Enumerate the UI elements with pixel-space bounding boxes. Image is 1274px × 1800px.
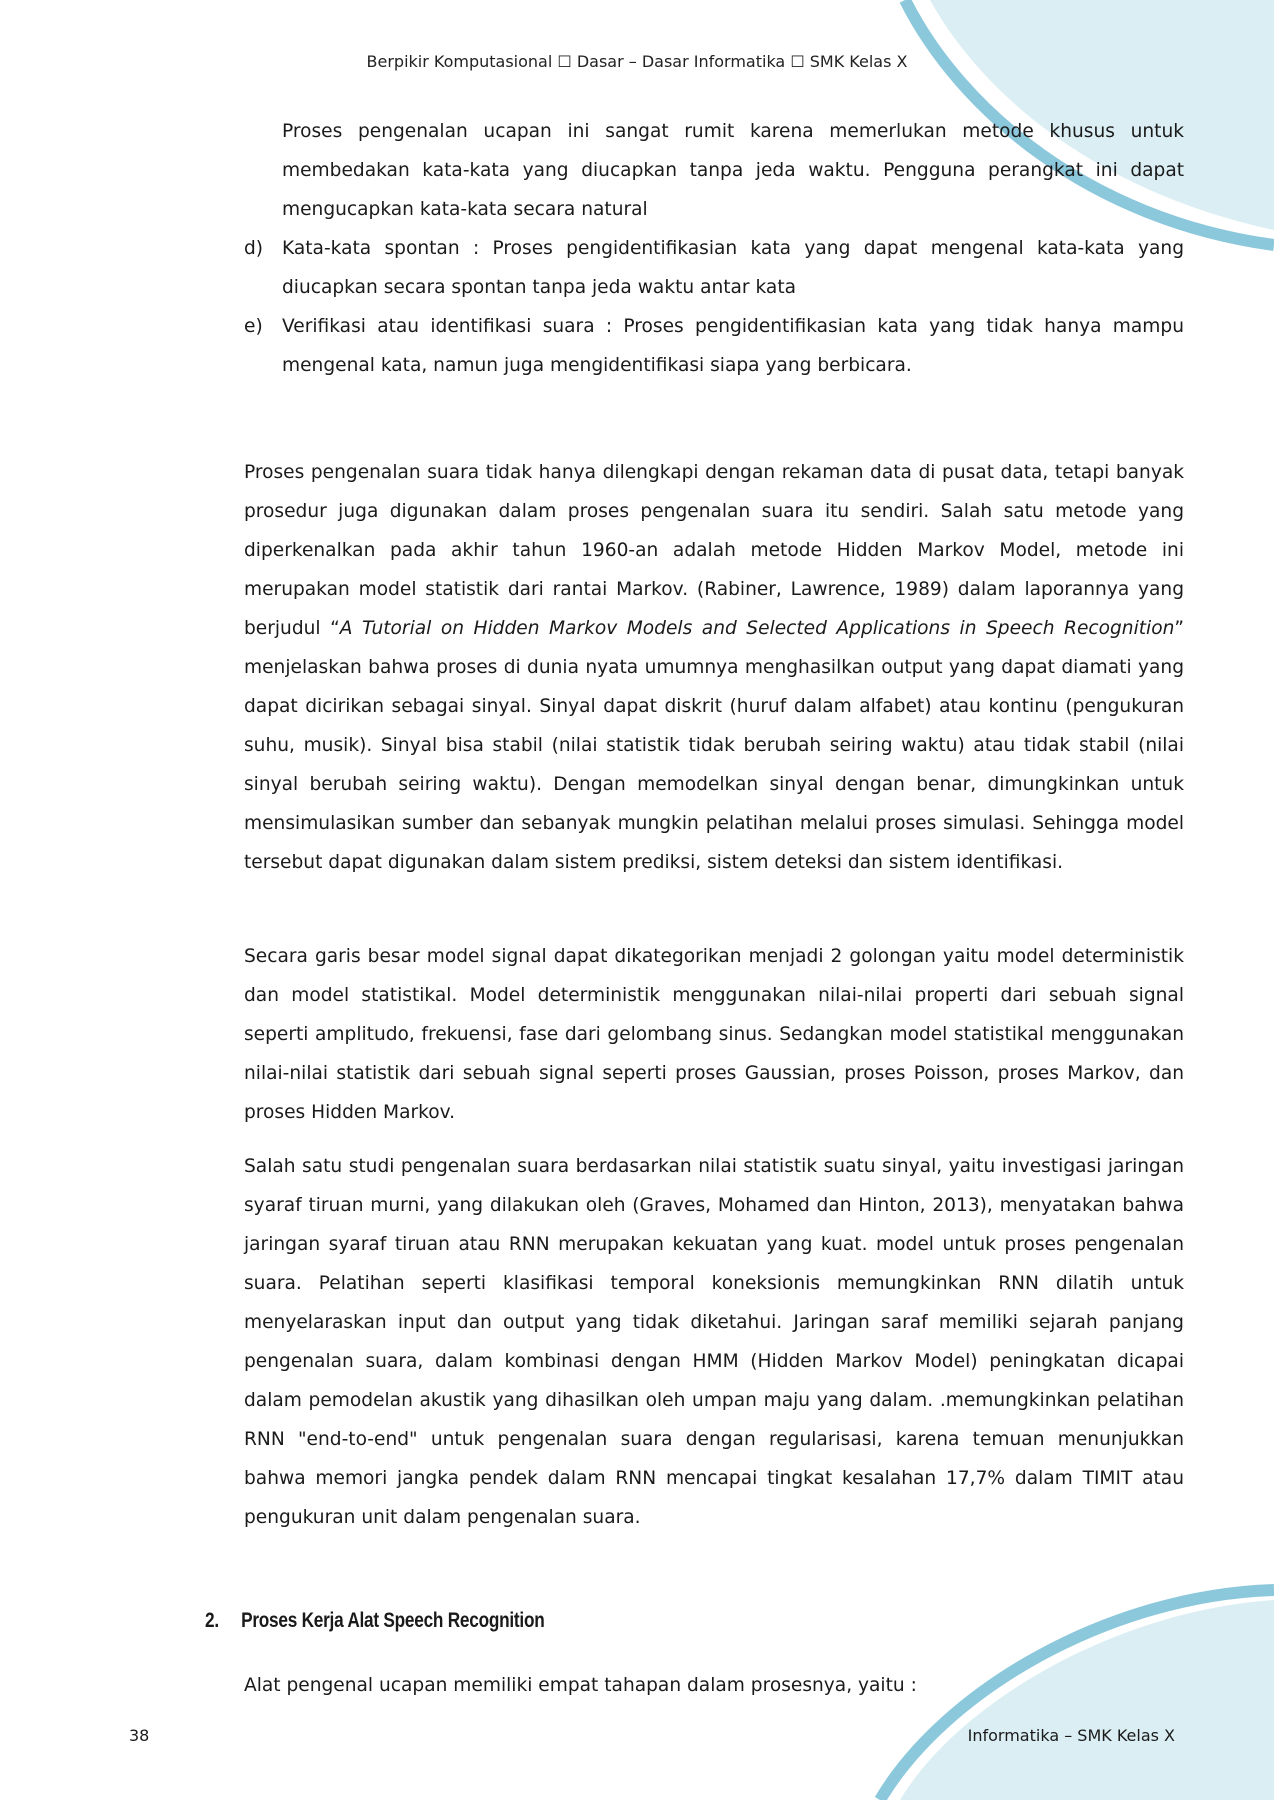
list-item	[244, 307, 1184, 385]
report-title: A Tutorial on Hidden Markov Models and Selected Applications in Speech Recognition	[339, 618, 1175, 639]
body-paragraph-hmm	[244, 453, 1184, 882]
footer-title: Informatika – SMK Kelas X	[967, 1726, 1175, 1745]
page-header: Berpikir Komputasional ☐ Dasar – Dasar Informatika ☐ SMK Kelas X	[366, 52, 908, 71]
paragraph-text: Proses pengenalan suara tidak hanya dilengkapi dengan rekaman data di pusat data, tetapi banyak prosedur juga digunakan dalam proses pengenalan suara itu sendiri. Salah satu metode yang diperkenalkan pada akhir tahun 1960-an adalah metode Hidden Markov Model, metode ini merupakan model statistik dari rantai Markov. (Rabiner, Lawrence, 1989) dalam laporannya yang berjudul “	[244, 462, 1184, 639]
section-heading	[205, 1609, 976, 1633]
body-paragraph-signal-models: Secara garis besar model signal dapat dikategorikan menjadi 2 golongan yaitu model deterministik dan model statistikal. Model deterministik menggunakan nilai-nilai properti dari sebuah signal seperti amplitudo, frekuensi, fase dari gelombang sinus. Sedangkan model statistikal menggunakan nilai-nilai statistik dari sebuah signal seperti proses Gaussian, proses Poisson, proses Markov, dan proses Hidden Markov.	[244, 946, 1184, 1123]
intro-paragraph: Proses pengenalan ucapan ini sangat rumit karena memerlukan metode khusus untuk membedakan kata-kata yang diucapkan tanpa jeda waktu. Pengguna perangkat ini dapat mengucapkan kata-kata secara natural	[282, 121, 1184, 220]
body-paragraph-rnn: Salah satu studi pengenalan suara berdasarkan nilai statistik suatu sinyal, yaitu investigasi jaringan syaraf tiruan murni, yang dilakukan oleh (Graves, Mohamed dan Hinton, 2013), menyatakan bahwa jaringan syaraf tiruan atau RNN merupakan kekuatan yang kuat. model untuk proses pengenalan suara. Pelatihan seperti klasifikasi temporal koneksionis memungkinkan RNN dilatih untuk menyelaraskan input dan output yang tidak diketahui. Jaringan saraf memiliki sejarah panjang pengenalan suara, dalam kombinasi dengan HMM (Hidden Markov Model) peningkatan dicapai dalam pemodelan akustik yang dihasilkan oleh umpan maju yang dalam. .memungkinkan pelatihan RNN "end-to-end" untuk pengenalan suara dengan regularisasi, karena temuan menunjukkan bahwa memori jangka pendek dalam RNN mencapai tingkat kesalahan 17,7% dalam TIMIT atau pengukuran unit dalam pengenalan suara.	[244, 1156, 1184, 1528]
list-item-text: Verifikasi atau identifikasi suara : Proses pengidentifikasian kata yang tidak hanya mampu mengenal kata, namun juga mengidentifikasi siapa yang berbicara.	[282, 316, 1184, 376]
list-marker: d)	[244, 238, 264, 259]
paragraph-text: ” menjelaskan bahwa proses di dunia nyata umumnya menghasilkan output yang dapat diamati yang dapat dicirikan sebagai sinyal. Sinyal dapat diskrit (huruf dalam alfabet) atau kontinu (pengukuran suhu, musik). Sinyal bisa stabil (nilai statistik tidak berubah seiring waktu) atau tidak stabil (nilai sinyal berubah seiring waktu). Dengan memodelkan sinyal dengan benar, dimungkinkan untuk mensimulasikan sumber dan sebanyak mungkin pelatihan melalui proses simulasi. Sehingga model tersebut dapat digunakan dalam sistem prediksi, sistem deteksi dan sistem identifikasi.	[244, 618, 1184, 873]
definition-list	[244, 229, 1184, 385]
page-number: 38	[129, 1726, 150, 1745]
list-item	[244, 229, 1184, 307]
section-intro: Alat pengenal ucapan memiliki empat tahapan dalam prosesnya, yaitu :	[244, 1675, 917, 1696]
section-title: Proses Kerja Alat Speech Recognition	[241, 1609, 545, 1632]
list-item-text: Kata-kata spontan : Proses pengidentifikasian kata yang dapat mengenal kata-kata yang diucapkan secara spontan tanpa jeda waktu antar kata	[282, 238, 1184, 298]
section-number: 2.	[205, 1609, 219, 1632]
list-marker: e)	[244, 316, 263, 337]
